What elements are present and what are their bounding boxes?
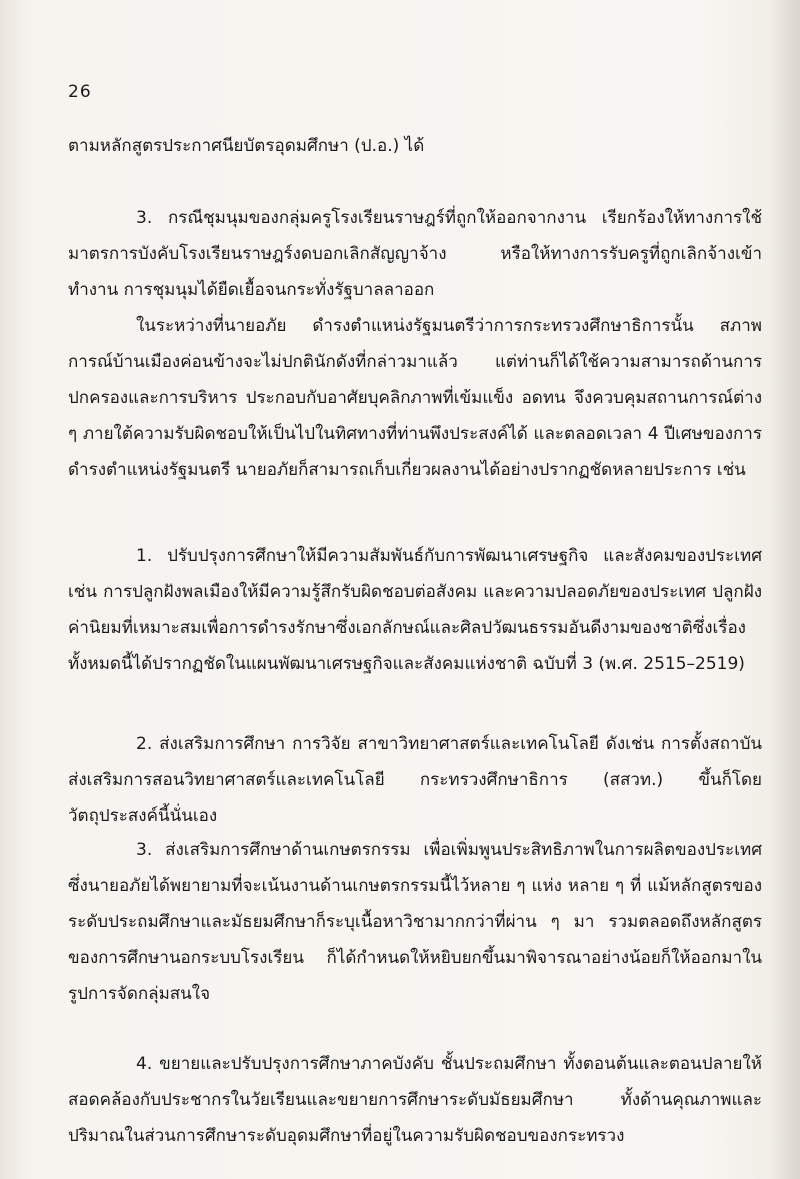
- paragraph-item-4: 4. ขยายและปรับปรุงการศึกษาภาคบังคับ ชั้นประถมศึกษา ทั้งตอนต้นและตอนปลายให้สอดคล้องกับประชากรในวัยเรียนและขยายการศึกษาระดับมัธยมศึกษา ทั้งด้านคุณภาพและปริมาณในส่วนการศึกษาระดับอุดมศึกษาที่อยู่ในความรับผิดชอบของกระทรวง: [68, 1054, 762, 1146]
- page-number: 26: [68, 82, 92, 102]
- paragraph-item-3: 3. ส่งเสริมการศึกษาด้านเกษตรกรรม เพื่อเพิ่มพูนประสิทธิภาพในการผลิตของประเทศ ซึ่งนายอภัยได้พยายามที่จะเน้นงานด้านเกษตรกรรมนี้ไว้หลาย ๆ แห่ง หลาย ๆ ที่ แม้หลักสูตรของระดับประถมศึกษาและมัธยมศึกษาก็ระบุเนื้อหาวิชามากกว่าที่ผ่าน ๆ มา รวมตลอดถึงหลักสูตรของการศึกษานอกระบบโรงเรียน ก็ได้กำหนดให้หยิบยกขึ้นมาพิจารณาอย่างน้อยก็ให้ออกมาในรูปการจัดกลุ่มสนใจ: [68, 840, 762, 1004]
- paragraph-minister-tenure: ในระหว่างที่นายอภัย ดำรงตำแหน่งรัฐมนตรีว่าการกระทรวงศึกษาธิการนั้น สภาพการณ์บ้านเมืองค่อนข้างจะไม่ปกตินักดังที่กล่าวมาแล้ว แต่ท่านก็ได้ใช้ความสามารถด้านการปกครองและการบริหาร ประกอบกับอาศัยบุคลิกภาพที่เข้มแข็ง อดทน จึงควบคุมสถานการณ์ต่าง ๆ ภายใต้ความรับผิดชอบให้เป็นไปในทิศทางที่ท่านพึงประสงค์ได้ และตลอดเวลา 4 ปีเศษของการดำรงตำแหน่งรัฐมนตรี นายอภัยก็สามารถเก็บเกี่ยวผลงานได้อย่างปรากฏชัดหลายประการ เช่น: [68, 316, 762, 480]
- paragraph-item-1: 1. ปรับปรุงการศึกษาให้มีความสัมพันธ์กับการพัฒนาเศรษฐกิจ และสังคมของประเทศ เช่น การปลูกฝังพลเมืองให้มีความรู้สึกรับผิดชอบต่อสังคม และความปลอดภัยของประเทศ ปลูกฝังค่านิยมที่เหมาะสมเพื่อการดำรงรักษาซึ่งเอกลักษณ์และศิลปวัฒนธรรมอันดีงามของชาติซึ่งเรื่องทั้งหมดนี้ได้ปรากฏชัดในแผนพัฒนาเศรษฐกิจและสังคมแห่งชาติ ฉบับที่ 3 (พ.ศ. 2515–2519): [68, 546, 762, 674]
- paragraph-item-2: 2. ส่งเสริมการศึกษา การวิจัย สาขาวิทยาศาสตร์และเทคโนโลยี ดังเช่น การตั้งสถาบันส่งเสริมการสอนวิทยาศาสตร์และเทคโนโลยี กระทรวงศึกษาธิการ (สสวท.) ขึ้นก็โดยวัตถุประสงค์นี้นั่นเอง: [68, 734, 762, 826]
- page-spine-shadow: [770, 0, 800, 1179]
- paragraph-protest: 3. กรณีชุมนุมของกลุ่มครูโรงเรียนราษฎร์ที่ถูกให้ออกจากงาน เรียกร้องให้ทางการใช้มาตรการบังคับโรงเรียนราษฎร์งดบอกเลิกสัญญาจ้าง หรือให้ทางการรับครูที่ถูกเลิกจ้างเข้าทำงาน การชุมนุมได้ยืดเยื้อจนกระทั่งรัฐบาลลาออก: [68, 208, 762, 300]
- continuation-line: ตามหลักสูตรประกาศนียบัตรอุดมศึกษา (ป.อ.) ได้: [68, 136, 425, 156]
